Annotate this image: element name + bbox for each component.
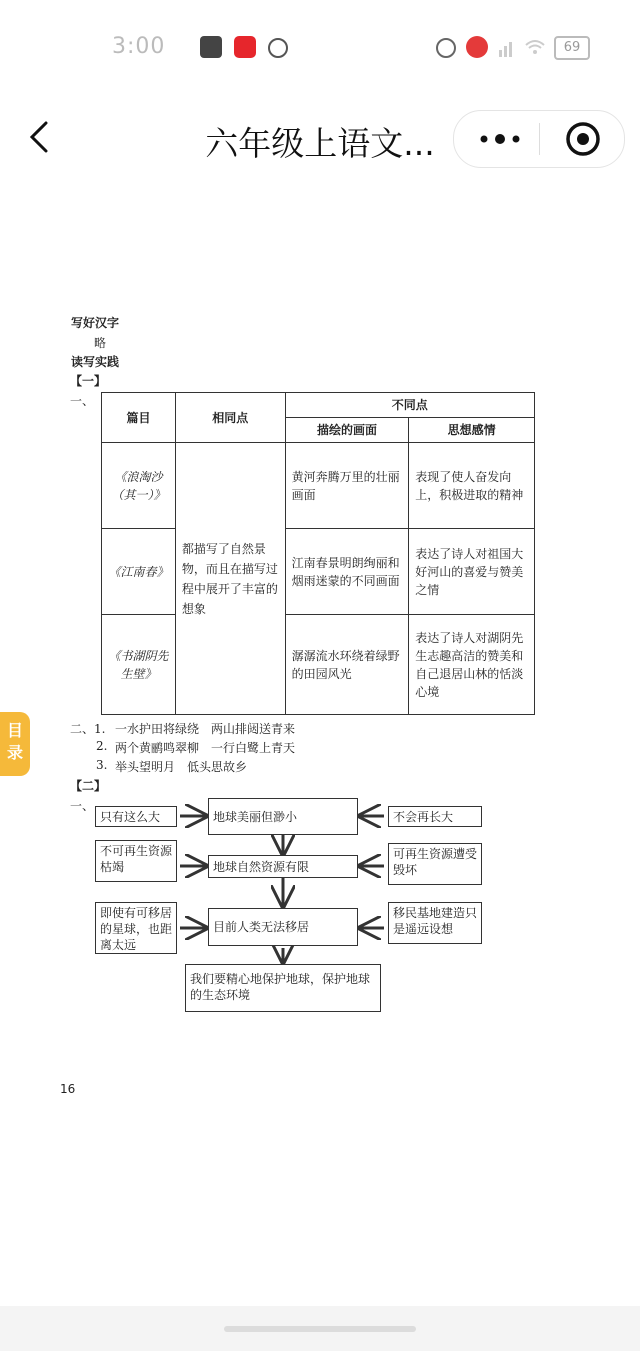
header-diff: 不同点 xyxy=(285,393,534,418)
heading-body: 略 xyxy=(94,336,107,350)
header-emotion: 思想感情 xyxy=(409,418,535,443)
page-title: 六年级上语文... xyxy=(205,124,435,163)
answer-2-3-number: 3. xyxy=(96,758,108,772)
table-of-contents-button[interactable]: 目录 xyxy=(0,712,30,776)
question-one-label: 一、 xyxy=(70,394,95,408)
flow-box-left-1: 只有这么大 xyxy=(95,806,177,827)
flow-box-conclusion: 我们要精心地保护地球，保护地球的生态环境 xyxy=(185,964,381,1012)
flow-box-center-2: 地球自然资源有限 xyxy=(208,855,358,878)
document-page xyxy=(0,186,640,1306)
flow-box-left-2: 不可再生资源枯竭 xyxy=(95,840,177,882)
record-icon xyxy=(268,38,288,58)
capsule-divider xyxy=(539,123,540,155)
flow-box-right-1: 不会再长大 xyxy=(388,806,482,827)
app-badge-icon xyxy=(466,36,488,58)
emotion-cell: 表达了诗人对祖国大好河山的喜爱与赞美之情 xyxy=(409,529,535,615)
home-indicator[interactable] xyxy=(224,1326,416,1332)
close-mini-program-icon[interactable] xyxy=(564,120,602,158)
more-options-icon[interactable] xyxy=(476,125,524,153)
wifi-icon xyxy=(524,36,546,58)
poem-title: 《江南春》 xyxy=(102,529,176,615)
mini-program-capsule xyxy=(453,110,625,168)
status-time: 3:00 xyxy=(112,34,166,59)
flow-box-right-3: 移民基地建造只是遥远设想 xyxy=(388,902,482,944)
section-one-label: 【一】 xyxy=(70,374,107,388)
scene-cell: 潺潺流水环绕着绿野的田园风光 xyxy=(285,615,409,715)
answer-2-1: 一水护田将绿绕 两山排闼送青来 xyxy=(115,722,296,736)
flow-box-center-1: 地球美丽但渺小 xyxy=(208,798,358,835)
question-two-label: 二、1. xyxy=(70,722,106,736)
app-notification-icon xyxy=(234,36,256,58)
scene-cell: 黄河奔腾万里的壮丽画面 xyxy=(285,443,409,529)
answer-2-2: 两个黄鹂鸣翠柳 一行白鹭上青天 xyxy=(115,741,296,755)
flow-box-center-3: 目前人类无法移居 xyxy=(208,908,358,946)
battery-icon: 69 xyxy=(554,36,590,60)
question-three-label: 一、 xyxy=(70,799,95,813)
header-same: 相同点 xyxy=(175,393,285,443)
message-icon xyxy=(200,36,222,58)
back-arrow-icon[interactable] xyxy=(24,120,58,154)
heading-reading-practice: 读写实践 xyxy=(71,355,120,369)
heading-write-characters: 写好汉字 xyxy=(71,316,120,330)
page-number: 16 xyxy=(60,1082,76,1096)
location-icon xyxy=(436,38,456,58)
flow-box-right-2: 可再生资源遭受毁坏 xyxy=(388,843,482,885)
scene-cell: 江南春景明朗绚丽和烟雨迷蒙的不同画面 xyxy=(285,529,409,615)
answer-2-3: 举头望明月 低头思故乡 xyxy=(115,760,248,774)
flow-box-left-3: 即使有可移居的星球，也距离太远 xyxy=(95,902,177,954)
signal-icon xyxy=(498,36,516,58)
nav-bar xyxy=(0,96,640,186)
section-two-label: 【二】 xyxy=(70,779,107,793)
answer-2-2-number: 2. xyxy=(96,739,108,753)
poem-title: 《书湖阴先生壁》 xyxy=(102,615,176,715)
header-scene: 描绘的画面 xyxy=(285,418,409,443)
bottom-bar xyxy=(0,1306,640,1351)
poem-title: 《浪淘沙（其一）》 xyxy=(102,443,176,529)
emotion-cell: 表现了使人奋发向上，积极进取的精神 xyxy=(409,443,535,529)
emotion-cell: 表达了诗人对湖阴先生志趣高洁的赞美和自己退居山林的恬淡心境 xyxy=(409,615,535,715)
header-title: 篇目 xyxy=(102,393,176,443)
same-points: 都描写了自然景物，而且在描写过程中展开了丰富的想象 xyxy=(175,443,285,715)
status-bar xyxy=(0,0,640,96)
